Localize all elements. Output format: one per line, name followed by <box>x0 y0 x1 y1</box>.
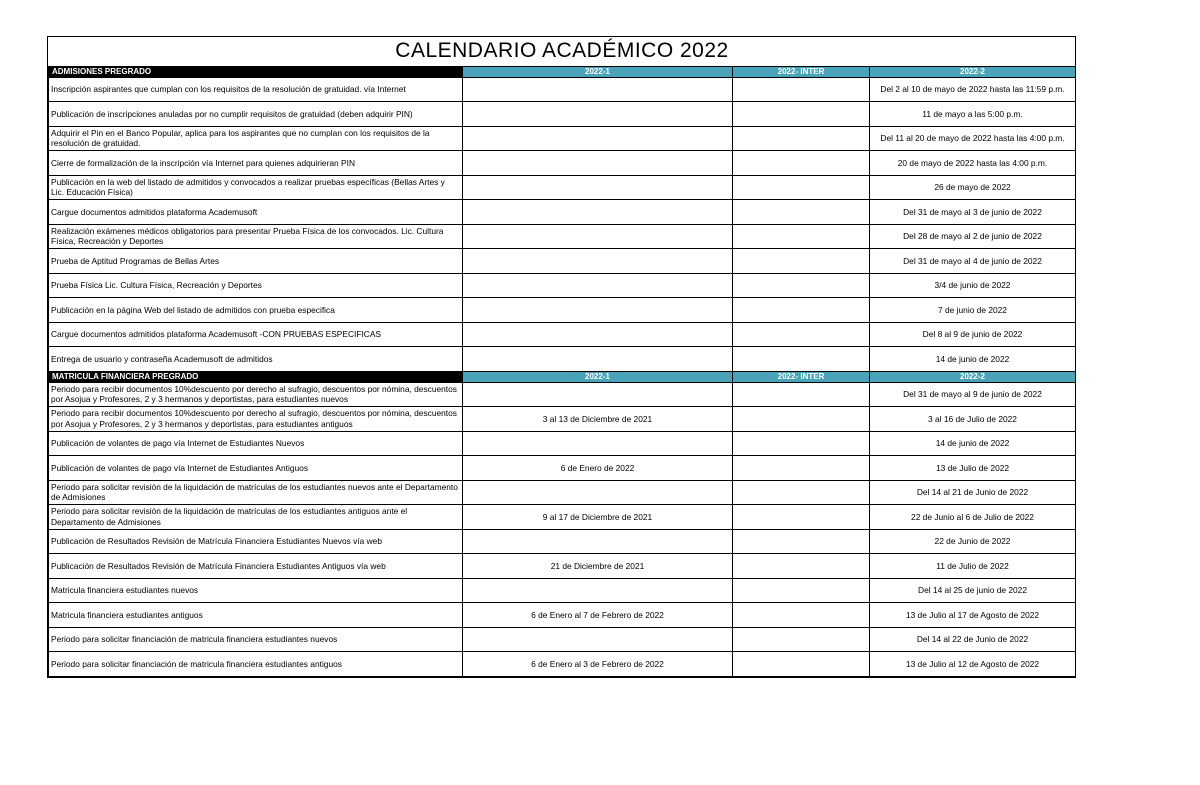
column-header-3: 2022-2 <box>870 371 1076 382</box>
activity-cell: Realización exámenes médicos obligatorios para presentar Prueba Física de los convocados. Lic. Cultura Física, Recreación y Deportes <box>49 224 463 249</box>
date-cell-1: 6 de Enero de 2022 <box>463 456 733 481</box>
date-cell-3: 13 de Julio al 17 de Agosto de 2022 <box>870 603 1076 628</box>
date-cell-2 <box>733 480 870 505</box>
activity-cell: Periodo para solicitar revisión de la liquidación de matrículas de los estudiantes nuevos ante el Departamento de Admisiones <box>49 480 463 505</box>
date-cell-2 <box>733 273 870 298</box>
date-cell-3: Del 8 al 9 de junio de 2022 <box>870 322 1076 347</box>
date-cell-1 <box>463 273 733 298</box>
activity-cell: Cargue documentos admitidos plataforma Academusoft -CON PRUEBAS ESPECIFICAS <box>49 322 463 347</box>
activity-cell: Publicación de volantes de pago vía Internet de Estudiantes Antiguos <box>49 456 463 481</box>
date-cell-3: Del 31 de mayo al 4 de junio de 2022 <box>870 249 1076 274</box>
activity-cell: Periodo para recibir documentos 10%descuento por derecho al sufragio, descuentos por nómina, descuentos por Asojua y Profesores, 2 y 3 hermanos y deportistas, para estudiantes nuevos <box>49 382 463 407</box>
activity-cell: Publicación de Resultados Revisión de Matrícula Financiera Estudiantes Nuevos vía web <box>49 529 463 554</box>
date-cell-2 <box>733 578 870 603</box>
date-cell-3: Del 28 de mayo al 2 de junio de 2022 <box>870 224 1076 249</box>
date-cell-2 <box>733 298 870 323</box>
date-cell-1 <box>463 578 733 603</box>
column-header-2: 2022- INTER <box>733 66 870 77</box>
calendar-sheet <box>47 36 1076 678</box>
activity-cell: Cierre de formalización de la inscripción vía Internet para quienes adquirieran PIN <box>49 151 463 176</box>
date-cell-2 <box>733 603 870 628</box>
page-title: CALENDARIO ACADÉMICO 2022 <box>49 37 1076 66</box>
date-cell-1 <box>463 249 733 274</box>
calendar-table <box>48 37 1076 677</box>
column-header-1: 2022-1 <box>463 66 733 77</box>
table-row <box>49 529 1076 554</box>
section-header-row <box>49 66 1076 77</box>
activity-cell: Adquirir el Pin en el Banco Popular, aplica para los aspirantes que no cumplan con los requisitos de la resolución de gratuidad. <box>49 126 463 151</box>
date-cell-2 <box>733 554 870 579</box>
date-cell-1 <box>463 431 733 456</box>
activity-cell: Publicación de inscripciones anuladas por no cumplir requisitos de gratuidad (deben adquirir PIN) <box>49 102 463 127</box>
date-cell-2 <box>733 505 870 530</box>
date-cell-2 <box>733 627 870 652</box>
date-cell-1 <box>463 298 733 323</box>
table-row <box>49 126 1076 151</box>
activity-cell: Inscripción aspirantes que cumplan con los requisitos de la resolución de gratuidad. vía Internet <box>49 77 463 102</box>
date-cell-1 <box>463 627 733 652</box>
date-cell-2 <box>733 347 870 372</box>
table-row <box>49 456 1076 481</box>
date-cell-1 <box>463 200 733 225</box>
section-label: ADMISIONES PREGRADO <box>49 66 463 77</box>
activity-cell: Publicación de Resultados Revisión de Matrícula Financiera Estudiantes Antiguos vía web <box>49 554 463 579</box>
table-row <box>49 382 1076 407</box>
date-cell-2 <box>733 652 870 677</box>
activity-cell: Periodo para solicitar financiación de matricula financiera estudiantes antiguos <box>49 652 463 677</box>
column-header-3: 2022-2 <box>870 66 1076 77</box>
activity-cell: Matricula financiera estudiantes antiguos <box>49 603 463 628</box>
date-cell-3: Del 11 al 20 de mayo de 2022 hasta las 4:00 p.m. <box>870 126 1076 151</box>
table-row <box>49 322 1076 347</box>
table-row <box>49 151 1076 176</box>
date-cell-3: 11 de Julio de 2022 <box>870 554 1076 579</box>
table-row <box>49 652 1076 677</box>
date-cell-1 <box>463 529 733 554</box>
date-cell-2 <box>733 322 870 347</box>
activity-cell: Prueba Física Lic. Cultura Física, Recreación y Deportes <box>49 273 463 298</box>
table-row <box>49 480 1076 505</box>
date-cell-2 <box>733 126 870 151</box>
date-cell-3: 22 de Junio al 6 de Julio de 2022 <box>870 505 1076 530</box>
activity-cell: Prueba de Aptitud Programas de Bellas Artes <box>49 249 463 274</box>
date-cell-1 <box>463 480 733 505</box>
column-header-2: 2022- INTER <box>733 371 870 382</box>
date-cell-3: Del 2 al 10 de mayo de 2022 hasta las 11:59 p.m. <box>870 77 1076 102</box>
section-label: MATRICULA FINANCIERA PREGRADO <box>49 371 463 382</box>
date-cell-3: 13 de Julio de 2022 <box>870 456 1076 481</box>
activity-cell: Periodo para solicitar revisión de la liquidación de matrículas de los estudiantes antiguos ante el Departamento de Admisiones <box>49 505 463 530</box>
date-cell-3: 20 de mayo de 2022 hasta las 4:00 p.m. <box>870 151 1076 176</box>
table-row <box>49 347 1076 372</box>
date-cell-3: 11 de mayo a las 5:00 p.m. <box>870 102 1076 127</box>
date-cell-1 <box>463 382 733 407</box>
table-row <box>49 578 1076 603</box>
activity-cell: Entrega de usuario y contraseña Academusoft de admitidos <box>49 347 463 372</box>
date-cell-3: Del 14 al 25 de junio de 2022 <box>870 578 1076 603</box>
date-cell-2 <box>733 431 870 456</box>
table-row <box>49 505 1076 530</box>
date-cell-1: 6 de Enero al 7 de Febrero de 2022 <box>463 603 733 628</box>
table-row <box>49 554 1076 579</box>
date-cell-3: 14 de junio de 2022 <box>870 431 1076 456</box>
activity-cell: Cargue documentos admitidos plataforma Academusoft <box>49 200 463 225</box>
table-row <box>49 273 1076 298</box>
activity-cell: Publicación en la página Web del listado de admitidos con prueba especifica <box>49 298 463 323</box>
table-row <box>49 603 1076 628</box>
date-cell-1 <box>463 102 733 127</box>
table-row <box>49 77 1076 102</box>
date-cell-3: 3 al 16 de Julio de 2022 <box>870 407 1076 432</box>
table-row <box>49 102 1076 127</box>
table-row <box>49 298 1076 323</box>
date-cell-1: 6 de Enero al 3 de Febrero de 2022 <box>463 652 733 677</box>
date-cell-1: 3 al 13 de Diciembre de 2021 <box>463 407 733 432</box>
date-cell-2 <box>733 77 870 102</box>
date-cell-2 <box>733 456 870 481</box>
date-cell-2 <box>733 382 870 407</box>
date-cell-3: 3/4 de junio de 2022 <box>870 273 1076 298</box>
date-cell-2 <box>733 151 870 176</box>
date-cell-3: 22 de Junio de 2022 <box>870 529 1076 554</box>
table-row <box>49 431 1076 456</box>
section-header-row <box>49 371 1076 382</box>
date-cell-1 <box>463 224 733 249</box>
activity-cell: Matricula financiera estudiantes nuevos <box>49 578 463 603</box>
date-cell-3: Del 14 al 21 de Junio de 2022 <box>870 480 1076 505</box>
date-cell-2 <box>733 224 870 249</box>
activity-cell: Publicación en la web del listado de admitidos y convocados a realizar pruebas específicas (Bellas Artes y Lic. Educación Física) <box>49 175 463 200</box>
table-row <box>49 200 1076 225</box>
date-cell-2 <box>733 200 870 225</box>
table-row <box>49 627 1076 652</box>
date-cell-1 <box>463 77 733 102</box>
date-cell-3: Del 31 de mayo al 9 de junio de 2022 <box>870 382 1076 407</box>
date-cell-3: 13 de Julio al 12 de Agosto de 2022 <box>870 652 1076 677</box>
date-cell-2 <box>733 102 870 127</box>
date-cell-1 <box>463 322 733 347</box>
date-cell-1 <box>463 151 733 176</box>
date-cell-1 <box>463 126 733 151</box>
date-cell-3: Del 31 de mayo al 3 de junio de 2022 <box>870 200 1076 225</box>
date-cell-2 <box>733 175 870 200</box>
table-row <box>49 175 1076 200</box>
date-cell-2 <box>733 407 870 432</box>
column-header-1: 2022-1 <box>463 371 733 382</box>
date-cell-2 <box>733 529 870 554</box>
date-cell-3: 26 de mayo de 2022 <box>870 175 1076 200</box>
date-cell-2 <box>733 249 870 274</box>
table-row <box>49 249 1076 274</box>
table-row <box>49 224 1076 249</box>
date-cell-1 <box>463 347 733 372</box>
date-cell-1 <box>463 175 733 200</box>
date-cell-3: Del 14 al 22 de Junio de 2022 <box>870 627 1076 652</box>
activity-cell: Periodo para recibir documentos 10%descuento por derecho al sufragio, descuentos por nómina, descuentos por Asojua y Profesores, 2 y 3 hermanos y deportistas, para estudiantes antiguos <box>49 407 463 432</box>
activity-cell: Publicación de volantes de pago vía Internet de Estudiantes Nuevos <box>49 431 463 456</box>
activity-cell: Periodo para solicitar financiación de matricula financiera estudiantes nuevos <box>49 627 463 652</box>
date-cell-1: 21 de Diciembre de 2021 <box>463 554 733 579</box>
date-cell-3: 14 de junio de 2022 <box>870 347 1076 372</box>
date-cell-3: 7 de junio de 2022 <box>870 298 1076 323</box>
date-cell-1: 9 al 17 de Diciembre de 2021 <box>463 505 733 530</box>
table-row <box>49 407 1076 432</box>
